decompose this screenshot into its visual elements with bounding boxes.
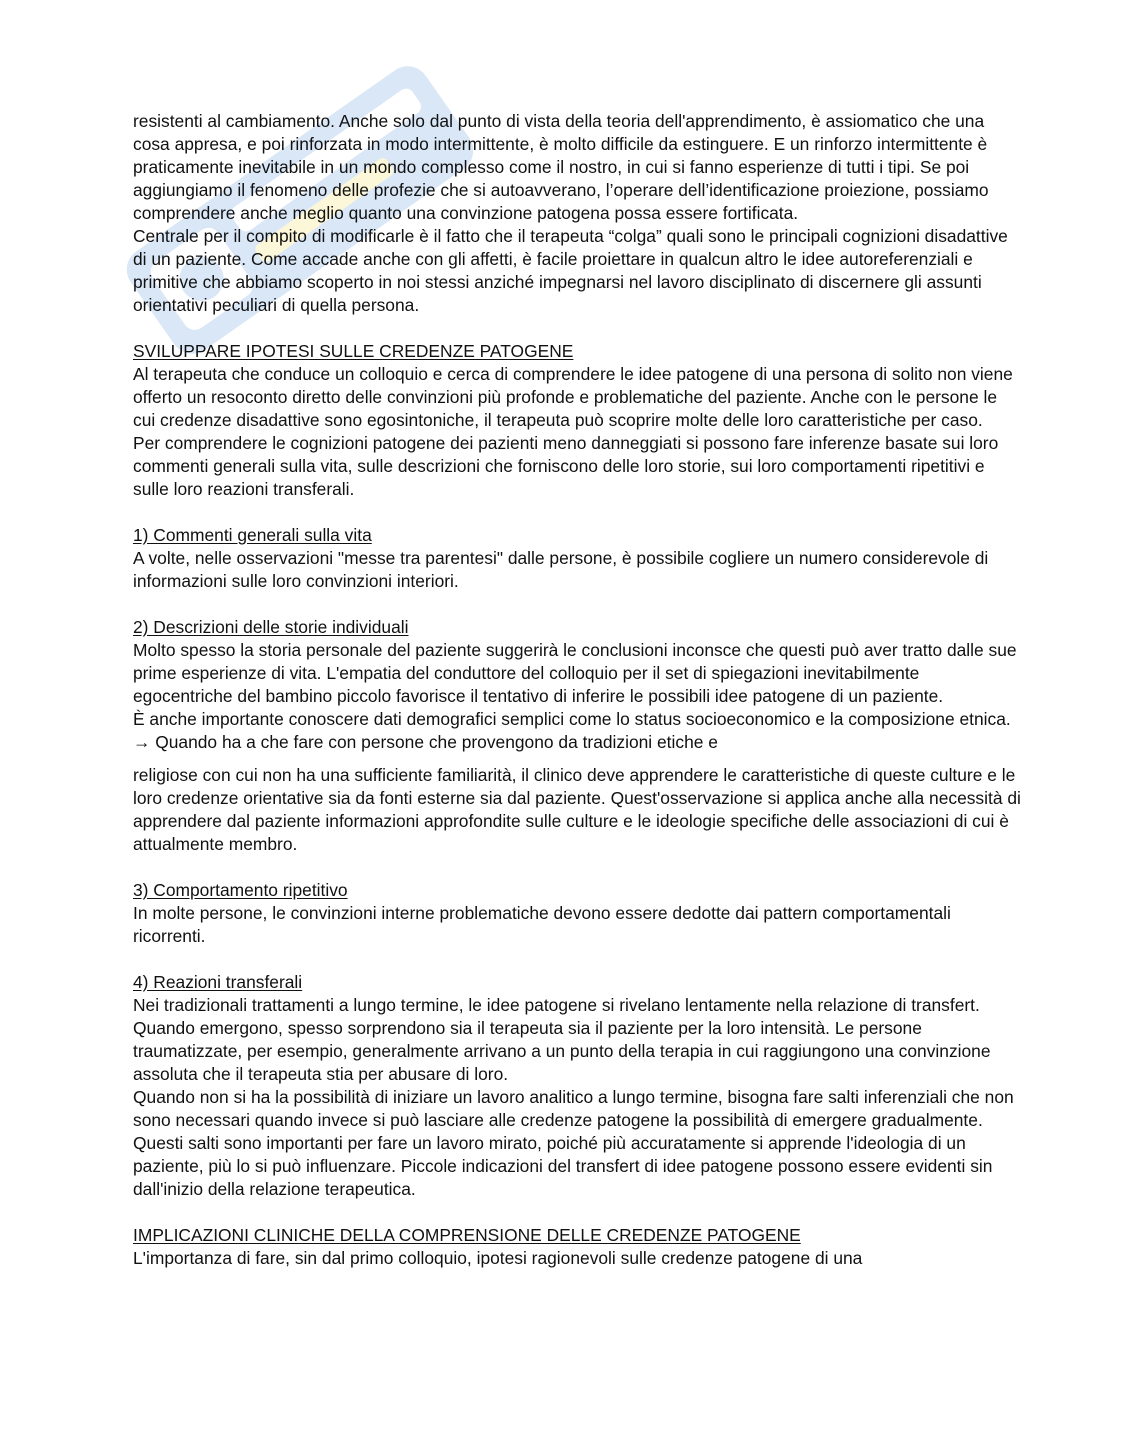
body-paragraph: Quando non si ha la possibilità di iniziare un lavoro analitico a lungo termine, bisogna fare salti inferenziali che non sono necessari quando invece si può lasciare alle credenze patogene la possibilità di emergere gradualmente. Questi salti sono importanti per fare un lavoro mirato, poiché più accuratamente si apprende l'ideologia di un paziente, più lo si può influenzare. Piccole indicazioni del transfert di idee patogene possono essere evidenti sin dall'inizio della relazione terapeutica. bbox=[133, 1087, 1014, 1199]
body-paragraph: È anche importante conoscere dati demografici semplici come lo status socioeconomico e la composizione etnica. → Quando ha a che fare con persone che provengono da tradizioni etiche e bbox=[133, 709, 1011, 752]
section-heading: IMPLICAZIONI CLINICHE DELLA COMPRENSIONE DELLE CREDENZE PATOGENE bbox=[133, 1225, 801, 1245]
document-body bbox=[133, 110, 1023, 1270]
body-paragraph: religiose con cui non ha una sufficiente familiarità, il clinico deve apprendere le caratteristiche di queste culture e le loro credenze orientative sia da fonti esterne sia dal paziente. Quest'osservazione si applica anche alla necessità di apprendere dal paziente informazioni approfondite sulle culture e le ideologie specifiche delle associazioni di cui è attualmente membro. bbox=[133, 765, 1021, 854]
body-paragraph: Centrale per il compito di modificarle è il fatto che il terapeuta “colga” quali sono le principali cognizioni disadattive di un paziente. Come accade anche con gli affetti, è facile proiettare in qualcun altro le idee autoreferenziali e primitive che abbiamo scoperto in noi stessi anziché impegnarsi nel lavoro disciplinato di discernere gli assunti orientativi peculiari di quella persona. bbox=[133, 226, 1008, 315]
section-heading: 2) Descrizioni delle storie individuali bbox=[133, 617, 409, 637]
section-heading: SVILUPPARE IPOTESI SULLE CREDENZE PATOGENE bbox=[133, 341, 574, 361]
section-heading: 3) Comportamento ripetitivo bbox=[133, 880, 348, 900]
paragraph-spacer bbox=[133, 856, 1023, 879]
body-paragraph: In molte persone, le convinzioni interne problematiche devono essere dedotte dai pattern comportamentali ricorrenti. bbox=[133, 903, 951, 946]
body-paragraph: Al terapeuta che conduce un colloquio e cerca di comprendere le idee patogene di una persona di solito non viene offerto un resoconto diretto delle convinzioni più profonde e problematiche del paziente. Anche con le persone le cui credenze disadattive sono egosintoniche, il terapeuta può scoprire molte delle loro caratteristiche per caso. bbox=[133, 364, 1013, 430]
body-paragraph: Molto spesso la storia personale del paziente suggerirà le conclusioni inconsce che questi può aver tratto dalle sue prime esperienze di vita. L'empatia del conduttore del colloquio per il set di spiegazioni inevitabilmente egocentriche del bambino piccolo favorisce il tentativo di inferire le possibili idee patogene di un paziente. bbox=[133, 640, 1017, 706]
paragraph-spacer bbox=[133, 593, 1023, 616]
page-break-spacer bbox=[133, 754, 1023, 764]
paragraph-spacer bbox=[133, 501, 1023, 524]
paragraph-spacer bbox=[133, 948, 1023, 971]
section-heading: 4) Reazioni transferali bbox=[133, 972, 303, 992]
paragraph-spacer bbox=[133, 1201, 1023, 1224]
section-heading: 1) Commenti generali sulla vita bbox=[133, 525, 372, 545]
body-paragraph: Per comprendere le cognizioni patogene dei pazienti meno danneggiati si possono fare inferenze basate sui loro commenti generali sulla vita, sulle descrizioni che forniscono delle loro storie, sui loro comportamenti ripetitivi e sulle loro reazioni transferali. bbox=[133, 433, 999, 499]
body-paragraph: L'importanza di fare, sin dal primo colloquio, ipotesi ragionevoli sulle credenze patogene di una bbox=[133, 1248, 863, 1268]
body-paragraph: resistenti al cambiamento. Anche solo dal punto di vista della teoria dell'apprendimento, è assiomatico che una cosa appresa, e poi rinforzata in modo intermittente, è molto difficile da estinguere. E un rinforzo intermittente è praticamente inevitabile in un mondo complesso come il nostro, in cui si fanno esperienze di tutti i tipi. Se poi aggiungiamo il fenomeno delle profezie che si autoavverano, l’operare dell’identificazione proiezione, possiamo comprendere anche meglio quanto una convinzione patogena possa essere fortificata. bbox=[133, 111, 989, 223]
body-paragraph: Nei tradizionali trattamenti a lungo termine, le idee patogene si rivelano lentamente nella relazione di transfert. Quando emergono, spesso sorprendono sia il terapeuta sia il paziente per la loro intensità. Le persone traumatizzate, per esempio, generalmente arrivano a un punto della terapia in cui raggiungono una convinzione assoluta che il terapeuta stia per abusare di loro. bbox=[133, 995, 991, 1084]
body-paragraph: A volte, nelle osservazioni "messe tra parentesi" dalle persone, è possibile cogliere un numero considerevole di informazioni sulle loro convinzioni interiori. bbox=[133, 548, 989, 591]
paragraph-spacer bbox=[133, 317, 1023, 340]
